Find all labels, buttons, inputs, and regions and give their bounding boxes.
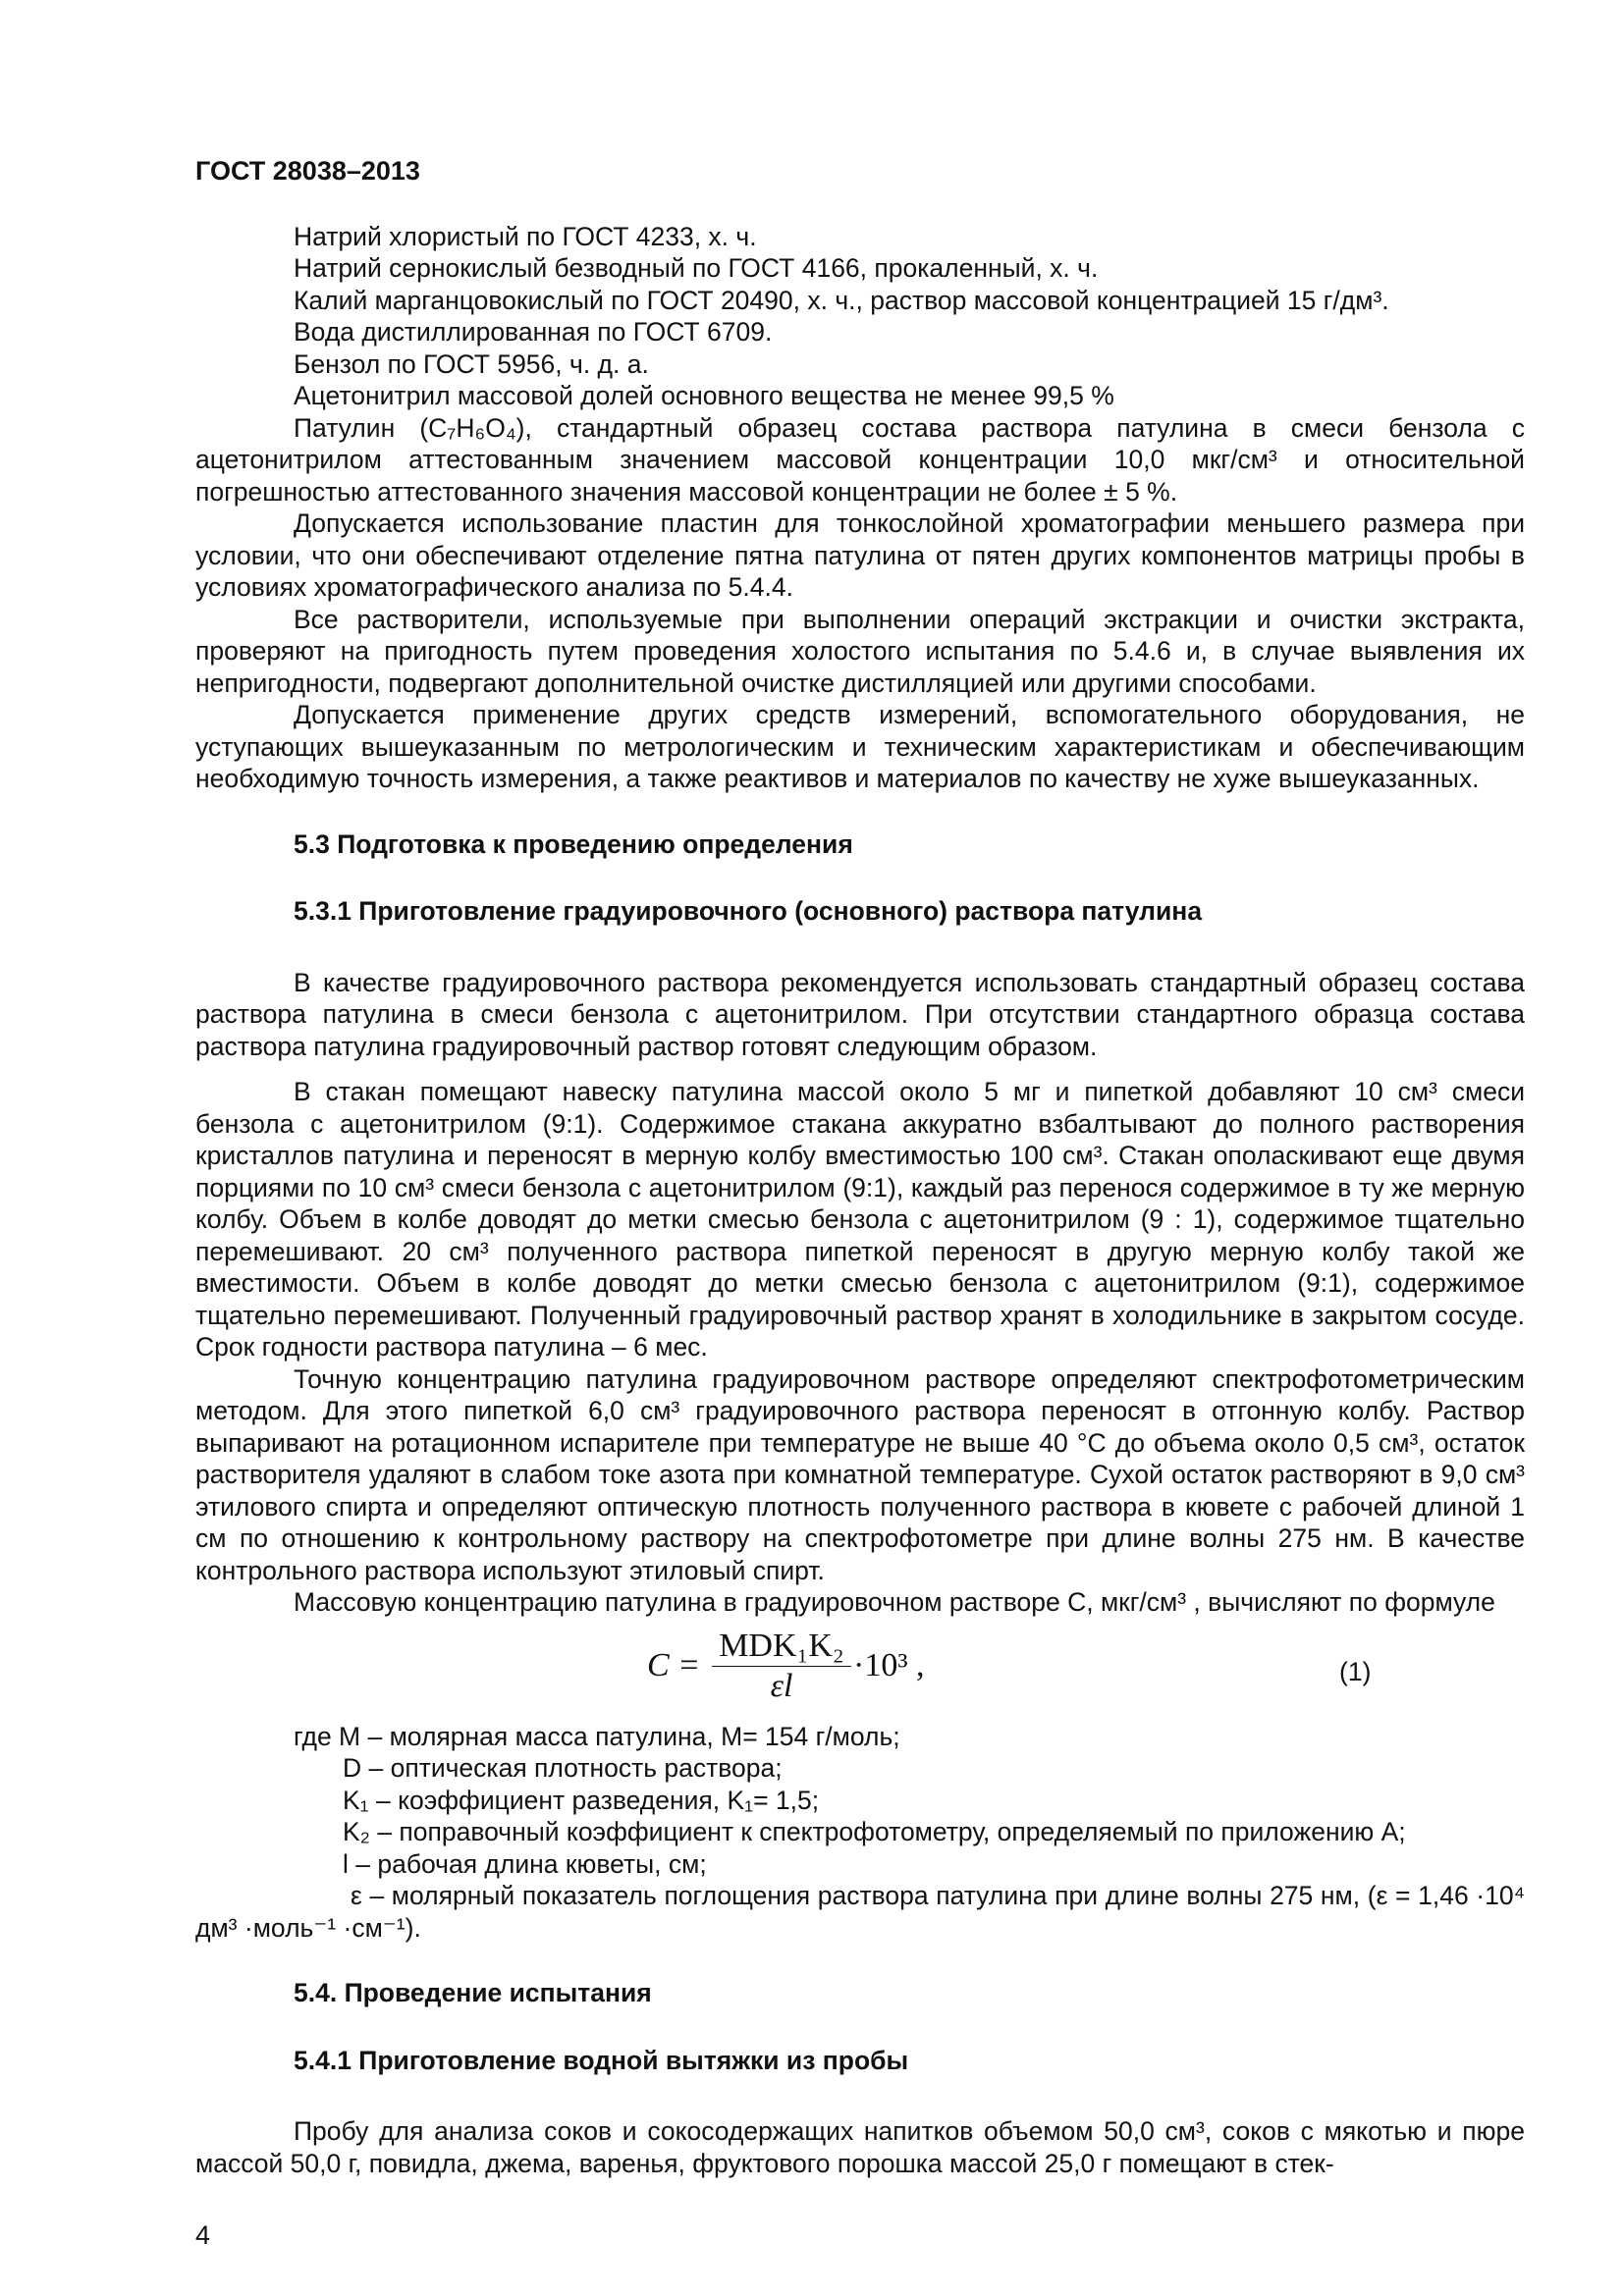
- patulin-paragraph: Патулин (C₇H₆O₄), стандартный образец состава раствора патулина в смеси бензола с ацетонитрилом аттестованным значением массовой концентрации 10,0 мкг/см³ и относительной погрешностью аттестованного значения массовой концентрации не более ± 5 %.: [195, 412, 1525, 507]
- solvents-paragraph: Все растворители, используемые при выполнении операций экстракции и очистки экстракта, проверяют на пригодность путем проведения холостого испытания по 5.4.6 и, в случае выявления их непригодности, подвергают дополнительной очистке дистилляцией или другими способами.: [195, 604, 1525, 698]
- paragraph-5-3-1-c: Точную концентрацию патулина градуировочном растворе определяют спектрофотометрическим методом. Для этого пипеткой 6,0 см³ градуировочного раствора переносят в отгонную колбу. Раствор выпаривают на ротационном испарителе при температуре не выше 40 °C до объема около 0,5 см³, остаток растворителя удаляют в слабом токе азота при комнатной температуре. Сухой остаток растворяют в 9,0 см³ этилового спирта и определяют оптическую плотность полученного раствора в кювете с рабочей длиной 1 см по отношению к контрольному раствору на спектрофотометре при длине волны 275 нм. В качестве контрольного раствора используют этиловый спирт.: [195, 1363, 1525, 1585]
- formula-fraction: [712, 1627, 851, 1706]
- definition-line: D – оптическая плотность раствора;: [343, 1753, 783, 1783]
- page-number: 4: [195, 2220, 211, 2250]
- reagent-line: Ацетонитрил массовой долей основного вещества не менее 99,5 %: [294, 381, 1114, 410]
- page-content: [195, 155, 1525, 2179]
- formula-1: [195, 1625, 1525, 1713]
- definition-line: l – рабочая длина кюветы, см;: [343, 1848, 707, 1879]
- plates-paragraph: Допускается использование пластин для тонкослойной хроматографии меньшего размера при условии, что они обеспечивают отделение пятна патулина от пятен других компонентов матрицы пробы в условиях хроматографического анализа по 5.4.4.: [195, 508, 1525, 602]
- section-heading-5-4: 5.4. Проведение испытания: [294, 1978, 652, 2007]
- section-heading-5-3: 5.3 Подготовка к проведению определения: [294, 828, 853, 859]
- section-heading-5-3-1: 5.3.1 Приготовление градуировочного (основного) раствора патулина: [294, 896, 1203, 926]
- formula-lhs: C =: [647, 1646, 701, 1683]
- definition-line: ε – молярный показатель поглощения раствора патулина при длине волны 275 нм, (ε = 1,46 ·10⁴ дм³ ·моль⁻¹ ·см⁻¹).: [195, 1881, 1525, 1943]
- paragraph-5-3-1-d: Массовую концентрацию патулина в градуировочном растворе C, мкг/см³ , вычисляют по формуле: [294, 1587, 1495, 1617]
- reagent-line: Натрий сернокислый безводный по ГОСТ 4166, прокаленный, х. ч.: [294, 253, 1099, 283]
- formula-multiplier: ·10³ ,: [853, 1646, 925, 1683]
- reagent-line: Вода дистиллированная по ГОСТ 6709.: [294, 317, 773, 347]
- formula-numerator: MDK₁K₂: [712, 1627, 851, 1667]
- document-header: ГОСТ 28038–2013: [195, 156, 420, 186]
- formula-number: (1): [1339, 1656, 1372, 1686]
- definition-line: K₂ – поправочный коэффициент к спектрофотометру, определяемый по приложению А;: [343, 1817, 1406, 1846]
- equipment-paragraph: Допускается применение других средств измерений, вспомогательного оборудования, не уступающих вышеуказанным по метрологическим и техническим характеристикам и обеспечивающим необходимую точность измерения, а также реактивов и материалов по качеству не хуже вышеуказанных.: [195, 700, 1525, 793]
- reagent-line: Калий марганцовокислый по ГОСТ 20490, х. ч., раствор массовой концентрацией 15 г/дм³.: [294, 285, 1389, 315]
- section-heading-5-4-1: 5.4.1 Приготовление водной вытяжки из пробы: [294, 2045, 909, 2075]
- paragraph-5-4-1: Пробу для анализа соков и сокосодержащих напитков объемом 50,0 см³, соков с мякотью и пюре массой 50,0 г, повидла, джема, варенья, фруктового порошка массой 25,0 г помещают в стек-: [195, 2116, 1525, 2178]
- formula-denominator: εl: [770, 1667, 793, 1704]
- paragraph-5-3-1-b: В стакан помещают навеску патулина массой около 5 мг и пипеткой добавляют 10 см³ смеси бензола с ацетонитрилом (9:1). Содержимое стакана аккуратно взбалтывают до полного растворения кристаллов патулина и переносят в мерную колбу вместимостью 100 см³. Стакан ополаскивают еще двумя порциями по 10 см³ смеси бензола с ацетонитрилом (9:1), каждый раз перенося содержимое в ту же мерную колбу. Объем в колбе доводят до метки смесью бензола с ацетонитрилом (9 : 1), содержимое тщательно перемешивают. 20 см³ полученного раствора пипеткой переносят в другую мерную колбу такой же вместимости. Объем в колбе доводят до метки смесью бензола с ацетонитрилом (9:1), содержимое тщательно перемешивают. Полученный градуировочный раствор хранят в холодильнике в закрытом сосуде. Срок годности раствора патулина – 6 мес.: [195, 1077, 1525, 1362]
- definition-line: где M – молярная масса патулина, M= 154 г/моль;: [294, 1721, 900, 1751]
- reagent-line: Натрий хлористый по ГОСТ 4233, х. ч.: [294, 221, 757, 251]
- reagent-line: Бензол по ГОСТ 5956, ч. д. а.: [294, 348, 649, 379]
- definition-line: K₁ – коэффициент разведения, K₁= 1,5;: [343, 1785, 820, 1815]
- paragraph-5-3-1-a: В качестве градуировочного раствора рекомендуется использовать стандартный образец состава раствора патулина в смеси бензола с ацетонитрилом. При отсутствии стандартного образца состава раствора патулина градуировочный раствор готовят следующим образом.: [195, 967, 1525, 1061]
